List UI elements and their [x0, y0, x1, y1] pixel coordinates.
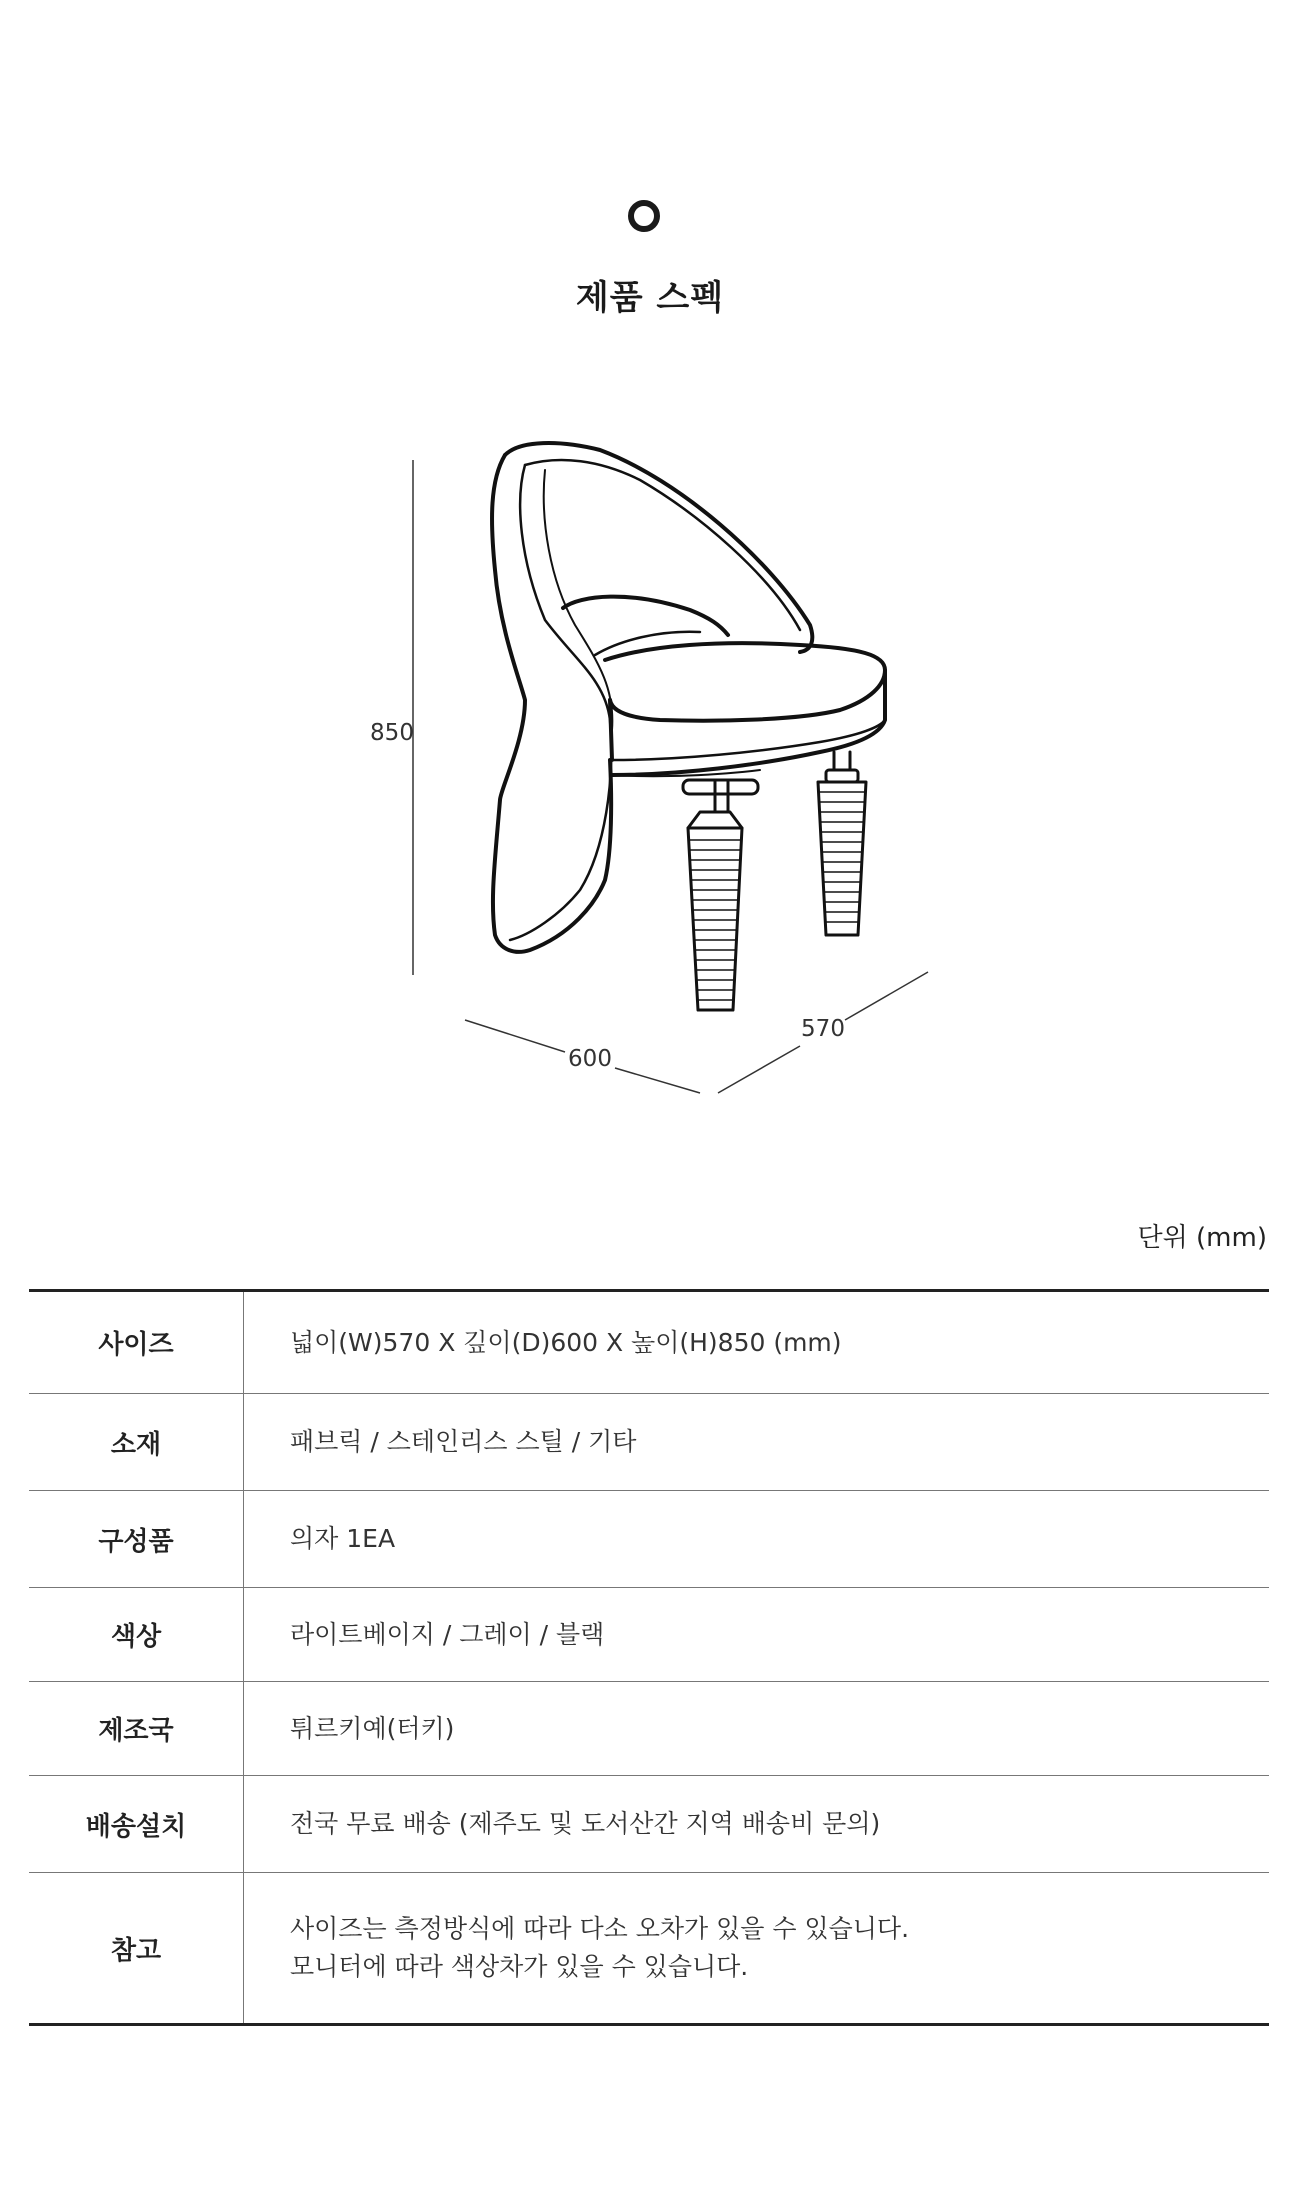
- spec-row-note: [29, 1873, 1269, 2025]
- spec-row-origin: [29, 1682, 1269, 1776]
- note-line: 사이즈는 측정방식에 따라 다소 오차가 있을 수 있습니다.: [290, 1914, 910, 1943]
- spec-row-color: [29, 1588, 1269, 1682]
- note-line: 모니터에 따라 색상차가 있을 수 있습니다.: [290, 1952, 749, 1981]
- spec-label: 배송설치: [29, 1776, 244, 1873]
- spec-label: 참고: [29, 1873, 244, 2025]
- width-dimension-label: 600: [568, 1046, 612, 1072]
- spec-table: [29, 1289, 1269, 2026]
- depth-dimension-label: 570: [801, 1016, 845, 1042]
- spec-label: 색상: [29, 1588, 244, 1682]
- height-dimension-label: 850: [370, 720, 414, 746]
- unit-label: 단위 (mm): [1137, 1223, 1267, 1253]
- width-dimension-line-a: [465, 1020, 565, 1052]
- spec-value: 튀르키예(터키): [244, 1682, 1270, 1776]
- spec-value: 의자 1EA: [244, 1491, 1270, 1588]
- depth-dimension-line-a: [718, 1046, 800, 1093]
- spec-label: 사이즈: [29, 1291, 244, 1394]
- spec-value: 넓이(W)570 X 깊이(D)600 X 높이(H)850 (mm): [244, 1291, 1270, 1394]
- leg-ridges: [690, 792, 865, 1000]
- depth-dimension-line-b: [845, 972, 928, 1020]
- spec-row-size: [29, 1291, 1269, 1394]
- spec-label: 구성품: [29, 1491, 244, 1588]
- spec-label: 제조국: [29, 1682, 244, 1776]
- spec-row-delivery: [29, 1776, 1269, 1873]
- spec-value: [244, 1873, 1270, 2025]
- width-dimension-line-b: [615, 1068, 700, 1093]
- spec-row-material: [29, 1394, 1269, 1491]
- spec-value: 패브릭 / 스테인리스 스틸 / 기타: [244, 1394, 1270, 1491]
- spec-value: 전국 무료 배송 (제주도 및 도서산간 지역 배송비 문의): [244, 1776, 1270, 1873]
- spec-value: 라이트베이지 / 그레이 / 블랙: [244, 1588, 1270, 1682]
- spec-row-components: [29, 1491, 1269, 1588]
- spec-label: 소재: [29, 1394, 244, 1491]
- page-title: 제품 스펙: [575, 278, 725, 318]
- chair-illustration: [492, 443, 885, 1010]
